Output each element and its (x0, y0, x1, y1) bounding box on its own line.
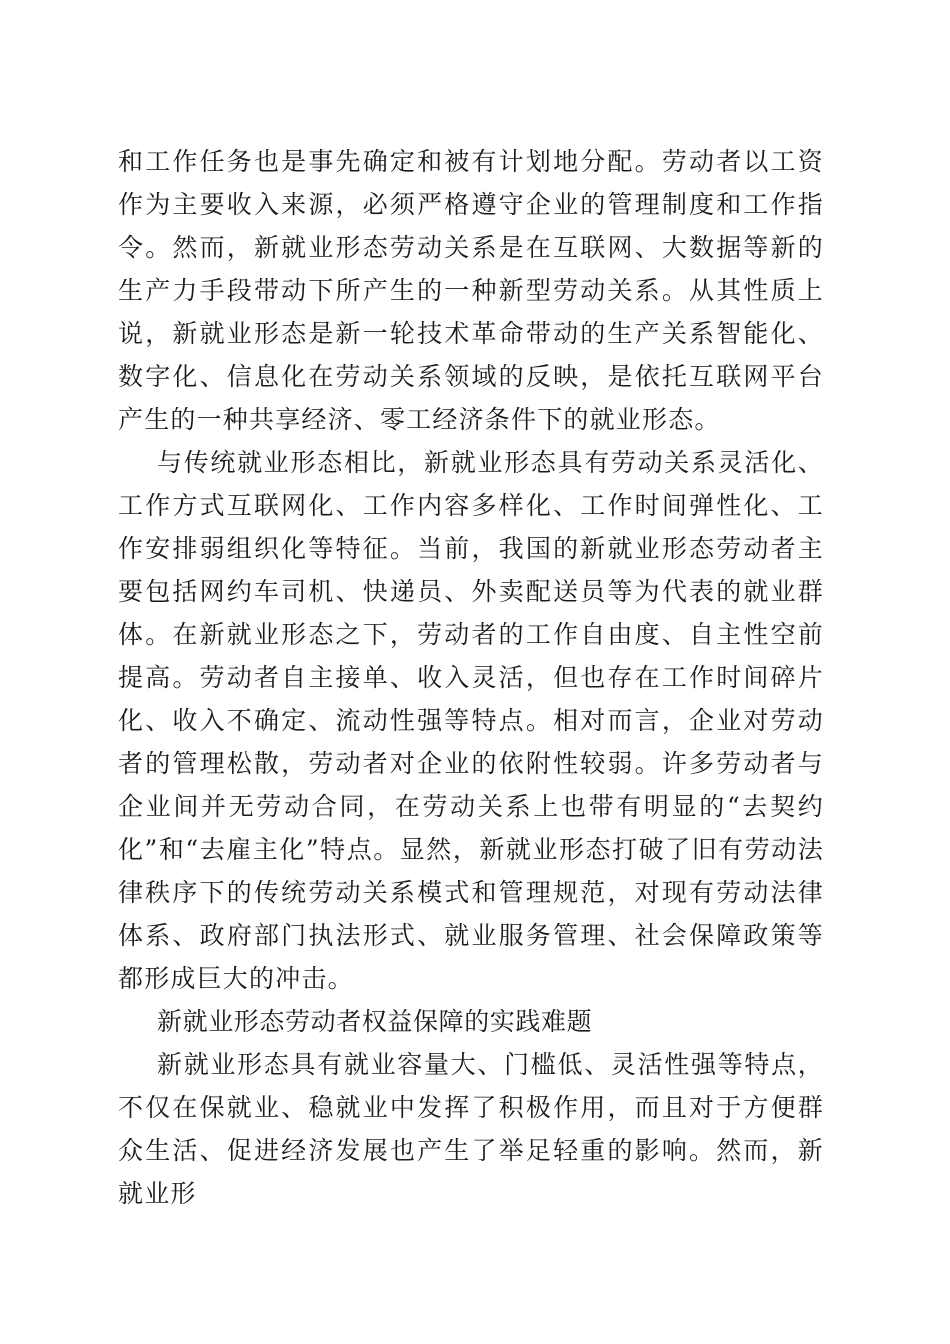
paragraph-closing: 新就业形态具有就业容量大、门槛低、灵活性强等特点，不仅在保就业、稳就业中发挥了积极作用，而且对于方便群众生活、促进经济发展也产生了举足轻重的影响。然而，新就业形 (118, 1050, 824, 1208)
paragraph-comparison: 与传统就业形态相比，新就业形态具有劳动关系灵活化、工作方式互联网化、工作内容多样化、工作时间弹性化、工作安排弱组织化等特征。当前，我国的新就业形态劳动者主要包括网约车司机、快递员、外卖配送员等为代表的就业群体。在新就业形态之下，劳动者的工作自由度、自主性空前提高。劳动者自主接单、收入灵活，但也存在工作时间碎片化、收入不确定、流动性强等特点。相对而言，企业对劳动者的管理松散，劳动者对企业的依附性较弱。许多劳动者与企业间并无劳动合同，在劳动关系上也带有明显的“去契约化”和“去雇主化”特点。显然，新就业形态打破了旧有劳动法律秩序下的传统劳动关系模式和管理规范，对现有劳动法律体系、政府部门执法形式、就业服务管理、社会保障政策等都形成巨大的冲击。 (118, 448, 824, 993)
document-body (118, 140, 824, 1215)
section-heading: 新就业形态劳动者权益保障的实践难题 (157, 1007, 593, 1036)
paragraph-continuation: 和工作任务也是事先确定和被有计划地分配。劳动者以工资作为主要收入来源，必须严格遵守企业的管理制度和工作指令。然而，新就业形态劳动关系是在互联网、大数据等新的生产力手段带动下所产生的一种新型劳动关系。从其性质上说，新就业形态是新一轮技术革命带动的生产关系智能化、数字化、信息化在劳动关系领域的反映，是依托互联网平台产生的一种共享经济、零工经济条件下的就业形态。 (118, 147, 824, 434)
